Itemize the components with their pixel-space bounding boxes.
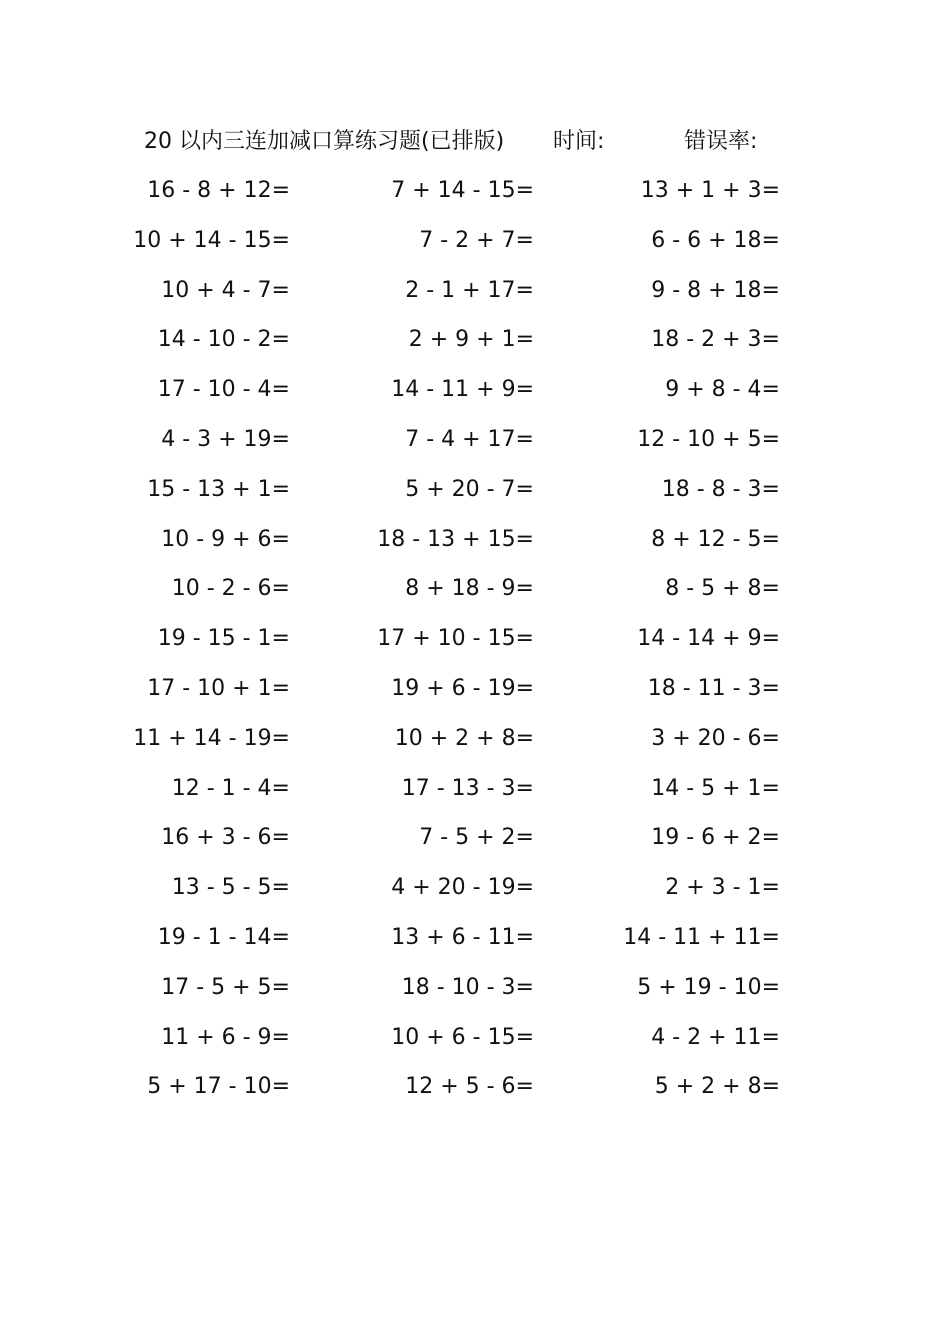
- problem-item: 9 - 8 + 18=: [651, 277, 780, 303]
- problem-item: 17 - 10 - 4=: [157, 377, 290, 403]
- problem-row: [0, 372, 950, 422]
- problem-item: 5 + 19 - 10=: [637, 974, 780, 1000]
- problem-row: [0, 1069, 950, 1119]
- error-rate-label: 错误率:: [684, 129, 758, 154]
- problem-item: 16 - 8 + 12=: [147, 178, 290, 203]
- problem-item: 14 - 14 + 9=: [637, 626, 780, 652]
- problem-item: 18 - 10 - 3=: [401, 974, 534, 1000]
- problem-item: 10 - 2 - 6=: [171, 576, 290, 602]
- problem-item: 12 - 10 + 5=: [637, 426, 780, 452]
- problem-item: 10 - 9 + 6=: [161, 526, 290, 552]
- problem-row: [0, 1020, 950, 1070]
- problem-item: 9 + 8 - 4=: [665, 377, 780, 403]
- problem-item: 17 - 10 + 1=: [147, 675, 290, 701]
- problem-row: [0, 522, 950, 572]
- problem-item: 19 - 6 + 2=: [651, 825, 780, 851]
- problem-item: 10 + 4 - 7=: [161, 277, 290, 303]
- problem-item: 12 + 5 - 6=: [405, 1074, 534, 1100]
- problem-row: [0, 223, 950, 273]
- problem-row: [0, 422, 950, 472]
- problem-item: 10 + 2 + 8=: [394, 725, 534, 751]
- problem-row: [0, 920, 950, 970]
- problem-item: 10 + 6 - 15=: [391, 1024, 534, 1050]
- problem-item: 8 - 5 + 8=: [665, 576, 780, 602]
- problem-item: 10 + 14 - 15=: [133, 227, 290, 253]
- problem-grid: [0, 173, 950, 1119]
- problem-item: 19 - 15 - 1=: [157, 626, 290, 652]
- problem-row: [0, 621, 950, 671]
- problem-item: 4 + 20 - 19=: [391, 875, 534, 901]
- problem-row: [0, 721, 950, 771]
- problem-item: 11 + 14 - 19=: [133, 725, 290, 751]
- problem-item: 18 - 11 - 3=: [647, 675, 780, 701]
- problem-item: 7 + 14 - 15=: [391, 178, 534, 203]
- problem-item: 5 + 2 + 8=: [654, 1074, 780, 1100]
- problem-item: 18 - 8 - 3=: [661, 476, 780, 502]
- problem-item: 13 + 1 + 3=: [640, 178, 780, 203]
- problem-item: 19 + 6 - 19=: [391, 675, 534, 701]
- problem-item: 7 - 2 + 7=: [419, 227, 534, 253]
- worksheet-header: [0, 124, 950, 160]
- problem-item: 14 - 11 + 9=: [391, 377, 534, 403]
- problem-item: 14 - 5 + 1=: [651, 775, 780, 801]
- time-label: 时间:: [553, 129, 605, 154]
- problem-item: 8 + 12 - 5=: [651, 526, 780, 552]
- problem-row: [0, 472, 950, 522]
- problem-row: [0, 870, 950, 920]
- problem-item: 4 - 2 + 11=: [651, 1024, 780, 1050]
- problem-item: 17 - 5 + 5=: [161, 974, 290, 1000]
- problem-item: 14 - 11 + 11=: [623, 924, 780, 950]
- problem-row: [0, 671, 950, 721]
- problem-item: 7 - 5 + 2=: [419, 825, 534, 851]
- problem-row: [0, 173, 950, 223]
- problem-item: 17 + 10 - 15=: [377, 626, 534, 652]
- problem-row: [0, 970, 950, 1020]
- problem-item: 5 + 17 - 10=: [147, 1074, 290, 1100]
- problem-item: 5 + 20 - 7=: [405, 476, 534, 502]
- problem-item: 13 - 5 - 5=: [171, 875, 290, 901]
- problem-item: 7 - 4 + 17=: [405, 426, 534, 452]
- problem-item: 12 - 1 - 4=: [171, 775, 290, 801]
- worksheet-title: 20 以内三连加减口算练习题(已排版): [144, 129, 505, 154]
- problem-item: 14 - 10 - 2=: [157, 327, 290, 353]
- problem-item: 2 - 1 + 17=: [405, 277, 534, 303]
- problem-row: [0, 820, 950, 870]
- problem-item: 13 + 6 - 11=: [391, 924, 534, 950]
- problem-item: 6 - 6 + 18=: [651, 227, 780, 253]
- problem-item: 17 - 13 - 3=: [401, 775, 534, 801]
- problem-row: [0, 322, 950, 372]
- problem-row: [0, 571, 950, 621]
- problem-item: 18 - 13 + 15=: [377, 526, 534, 552]
- problem-row: [0, 771, 950, 821]
- problem-item: 19 - 1 - 14=: [157, 924, 290, 950]
- problem-item: 15 - 13 + 1=: [147, 476, 290, 502]
- problem-item: 2 + 3 - 1=: [665, 875, 780, 901]
- problem-row: [0, 273, 950, 323]
- problem-item: 3 + 20 - 6=: [651, 725, 780, 751]
- problem-item: 8 + 18 - 9=: [405, 576, 534, 602]
- problem-item: 16 + 3 - 6=: [161, 825, 290, 851]
- problem-item: 11 + 6 - 9=: [161, 1024, 290, 1050]
- problem-item: 18 - 2 + 3=: [651, 327, 780, 353]
- problem-item: 4 - 3 + 19=: [161, 426, 290, 452]
- problem-item: 2 + 9 + 1=: [408, 327, 534, 353]
